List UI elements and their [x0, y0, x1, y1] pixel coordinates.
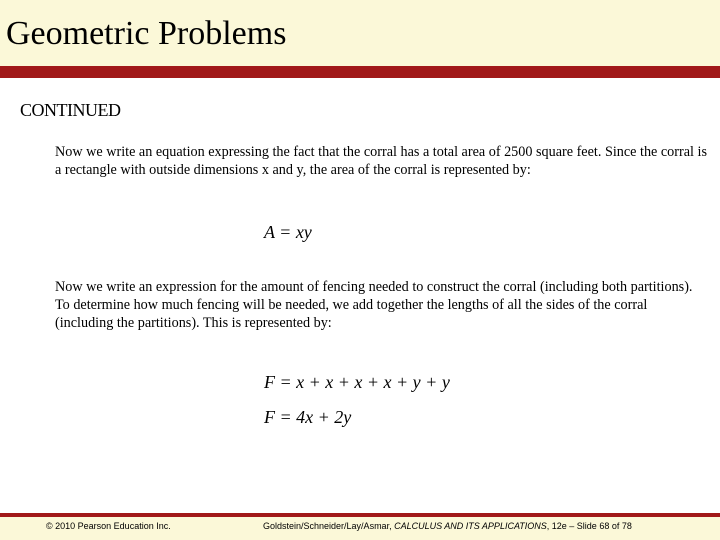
citation-authors: Goldstein/Schneider/Lay/Asmar,: [263, 521, 395, 531]
paragraph-area: Now we write an equation expressing the fact that the corral has a total area of 2500 square feet. Since the corral is a rectangle with outside dimensions x and y, the area of the corral is represented by:: [55, 144, 707, 178]
equation-area: A = xy: [264, 222, 312, 242]
section-subheading: CONTINUED: [20, 100, 121, 120]
slide-footer: [0, 513, 720, 540]
citation-text: [263, 520, 632, 532]
equation-fence-sum: F = x + x + x + x + y + y: [264, 372, 450, 392]
equation-fence-simplified: F = 4x + 2y: [264, 407, 352, 427]
citation-book-title: CALCULUS AND ITS APPLICATIONS: [394, 521, 547, 531]
citation-slide-number: , 12e – Slide 68 of 78: [546, 521, 632, 531]
slide-header: [0, 0, 720, 66]
title-divider: [0, 66, 720, 78]
copyright-text: © 2010 Pearson Education Inc.: [46, 521, 171, 531]
paragraph-fencing: Now we write an expression for the amount of fencing needed to construct the corral (including both partitions). To determine how much fencing will be needed, we add together the lengths of all the sides of the corral (including the partitions). This is represented by:: [55, 279, 693, 331]
slide-title: Geometric Problems: [6, 15, 287, 52]
